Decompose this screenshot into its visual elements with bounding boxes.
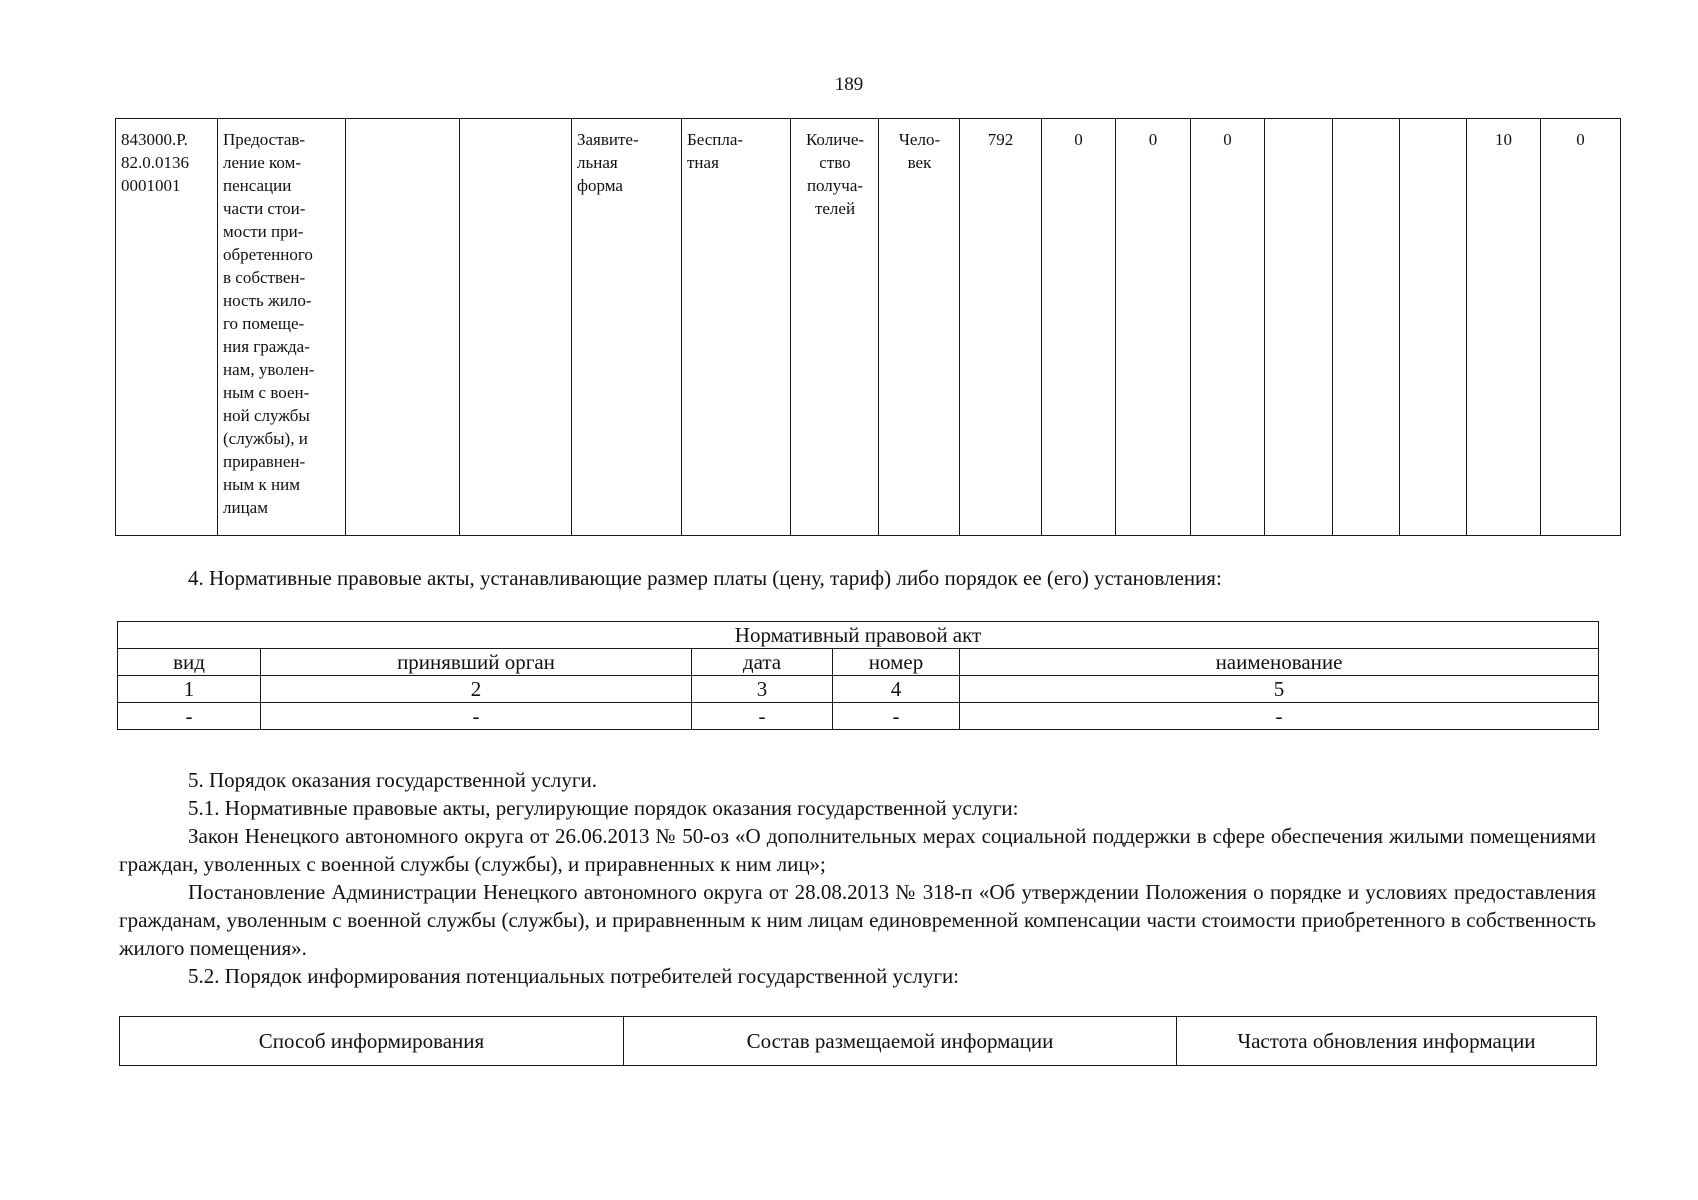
column-number: 5 — [960, 676, 1599, 703]
service-volume-table — [115, 118, 1621, 536]
value-cell — [1333, 119, 1400, 536]
table-cell: - — [833, 703, 960, 730]
column-header: Состав размещаемой информации — [624, 1017, 1177, 1066]
table-cell: - — [960, 703, 1599, 730]
informing-table — [119, 1016, 1597, 1066]
table-header-row — [118, 649, 1599, 676]
column-number: 3 — [692, 676, 833, 703]
service-name-cell: Предостав- ление ком- пенсации части стои- мости при- обретенного в собствен- ность жило- го помеще- ния гражда- нам, уволен- ным с воен- ной службы (службы), и приравнен- ным к ним лицам — [218, 119, 346, 536]
column-header: принявший орган — [261, 649, 692, 676]
payment-cell: Беспла- тная — [682, 119, 791, 536]
deviation-abs-cell: 0 — [1541, 119, 1621, 536]
section-4-heading: 4. Нормативные правовые акты, устанавливающие размер платы (цену, тариф) либо порядок ее (его) установления: — [188, 566, 1222, 590]
form-cell: Заявите- льная форма — [572, 119, 682, 536]
decree-paragraph: Постановление Администрации Ненецкого автономного округа от 28.08.2013 № 318-п «Об утверждении Положения о порядке и условиях предоставления гражданам, уволенным с военной службы (службы), и приравненным к ним лицам единовременной компенсации части стоимости приобретенного в собственность жилого помещения». — [119, 880, 1596, 960]
value-cell: 0 — [1116, 119, 1191, 536]
page-number: 189 — [834, 74, 864, 95]
okei-code-cell: 792 — [960, 119, 1042, 536]
table-title: Нормативный правовой акт — [118, 622, 1599, 649]
column-header: дата — [692, 649, 833, 676]
table-row — [116, 119, 1621, 536]
deviation-percent-cell: 10 — [1467, 119, 1541, 536]
value-cell — [1400, 119, 1467, 536]
column-number: 1 — [118, 676, 261, 703]
column-header: наименование — [960, 649, 1599, 676]
unit-cell: Чело- век — [879, 119, 960, 536]
value-cell: 0 — [1191, 119, 1265, 536]
table-cell: - — [692, 703, 833, 730]
table-cell: - — [118, 703, 261, 730]
column-header: Частота обновления информации — [1177, 1017, 1597, 1066]
column-header: номер — [833, 649, 960, 676]
table-row — [118, 703, 1599, 730]
column-number: 4 — [833, 676, 960, 703]
law-paragraph: Закон Ненецкого автономного округа от 26.06.2013 № 50-оз «О дополнительных мерах социальной поддержки в сфере обеспечения жилыми помещениями граждан, уволенных с военной службы (службы), и приравненных к ним лиц»; — [119, 824, 1596, 876]
table-cell: - — [261, 703, 692, 730]
value-cell: 0 — [1042, 119, 1116, 536]
table-cell — [346, 119, 460, 536]
table-header-row — [120, 1017, 1597, 1066]
table-row — [118, 676, 1599, 703]
column-number: 2 — [261, 676, 692, 703]
section-5-2-heading: 5.2. Порядок информирования потенциальных потребителей государственной услуги: — [188, 964, 960, 988]
indicator-cell: Количе- ство получа- телей — [791, 119, 879, 536]
section-5-1-heading: 5.1. Нормативные правовые акты, регулирующие порядок оказания государственной услуги: — [188, 796, 1019, 820]
section-5-text — [119, 766, 1596, 990]
column-header: вид — [118, 649, 261, 676]
table-cell — [460, 119, 572, 536]
value-cell — [1265, 119, 1333, 536]
table-row — [118, 622, 1599, 649]
section-5-heading: 5. Порядок оказания государственной услуги. — [188, 768, 597, 792]
column-header: Способ информирования — [120, 1017, 624, 1066]
registry-number-cell: 843000.Р. 82.0.0136 0001001 — [116, 119, 218, 536]
legal-acts-table — [117, 621, 1599, 730]
